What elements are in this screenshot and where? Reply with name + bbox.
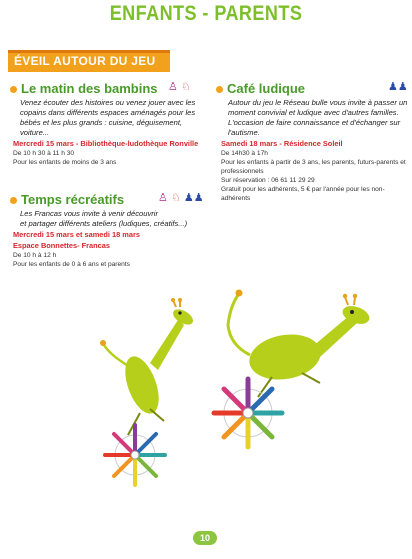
- event-audience-cont: professionnels: [221, 168, 264, 175]
- event-date: Samedi 18 mars - Résidence Soleil: [221, 139, 343, 148]
- bullet-icon: [10, 197, 17, 204]
- page-number: 10: [193, 531, 217, 545]
- child-icon: ♘: [170, 192, 181, 204]
- event-audience: Pour les enfants de moins de 3 ans: [13, 159, 117, 166]
- age-icons: [168, 80, 191, 93]
- age-icons: [158, 191, 204, 204]
- event-date: Mercredi 15 mars - Bibliothèque-ludothèque Ronville: [13, 139, 199, 148]
- event-price: Gratuit pour les adhérents, 5 € par l'année pour les non-adhérents: [221, 186, 385, 202]
- toddler-icon: ♙: [168, 81, 178, 93]
- event-time: De 10 h à 12 h: [13, 252, 57, 259]
- flower-wheel-right: [214, 379, 282, 447]
- family-icon: ♟♟: [388, 81, 408, 93]
- event-audience: Pour les enfants à partir de 3 ans, les parents, futurs-parents et: [221, 159, 406, 166]
- giraffe-illustration: [80, 285, 410, 510]
- event-audience: Pour les enfants de 0 à 6 ans et parents: [13, 261, 130, 268]
- age-icons: [388, 80, 408, 93]
- flower-wheel-left: [105, 425, 165, 485]
- child-icon: ♘: [180, 81, 191, 93]
- event-description: Autour du jeu le Réseau bulle vous invite à passer un moment convivial et ludique avec d'autres familles. L'occasion de faire connaissance et d'échanger sur l'autisme.: [228, 98, 408, 137]
- bullet-icon: [216, 86, 223, 93]
- page-title: ENFANTS - PARENTS: [109, 2, 303, 25]
- event-time: De 10 h 30 à 11 h 30: [13, 150, 75, 157]
- event-time: De 14h30 à 17h: [221, 150, 268, 157]
- family-icon: ♟♟: [183, 192, 204, 204]
- toddler-icon: ♙: [158, 192, 168, 204]
- event-date: Mercredi 15 mars et samedi 18 mars: [13, 230, 140, 239]
- event-description: Venez écouter des histoires ou venez jouer avec les copains dans différents espaces aménagés pour les bébés et les plus grands : cuisine, déguisement, voiture...: [20, 98, 196, 137]
- section-band: [8, 50, 170, 72]
- event-cafe-ludique: [216, 81, 410, 203]
- event-venue: Espace Bonnettes- Francas: [13, 241, 110, 250]
- event-description: Les Francas vous invite à venir découvrir et partager différents ateliers (ludiques, créatifs...): [20, 209, 188, 228]
- giraffe-left: [100, 298, 196, 435]
- event-title: Le matin des bambins: [21, 81, 158, 96]
- event-title: Temps récréatifs: [21, 192, 125, 207]
- event-reservation: Sur réservation : 06 61 11 29 29: [221, 177, 315, 184]
- event-matin-des-bambins: [10, 81, 210, 167]
- section-label: ÉVEIL AUTOUR DU JEU: [14, 54, 156, 68]
- bullet-icon: [10, 86, 17, 93]
- event-title: Café ludique: [227, 81, 306, 96]
